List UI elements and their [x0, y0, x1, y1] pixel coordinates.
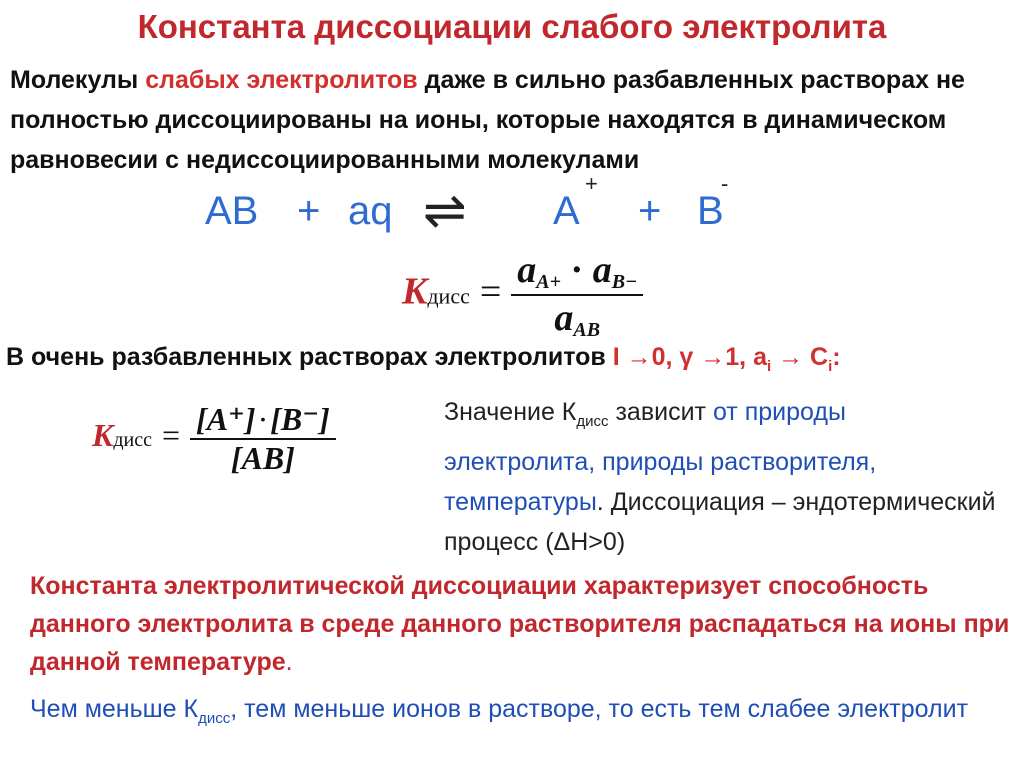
anion-concentration: [B⁻]	[270, 401, 330, 437]
definition-text: Константа электролитической диссоциации характеризует способность данного электролита в среде данного растворителя распадаться на ионы при данной температуре	[30, 572, 1010, 676]
cation-concentration: [A⁺]	[196, 401, 256, 437]
cation-subscript: A+	[536, 271, 562, 293]
fraction-numerator	[511, 248, 643, 294]
dependence-note	[444, 392, 1004, 562]
k-symbol-2: K	[92, 416, 114, 453]
dependence-start: Значение К	[444, 398, 577, 426]
plus-sign: +	[297, 189, 321, 233]
equilibrium-arrow: ⇌	[423, 182, 467, 240]
conclusion-sub: дисс	[198, 710, 231, 727]
activity-a-ab: a	[554, 297, 574, 339]
multiply-dot-2: ·	[257, 401, 269, 437]
limits-end: :	[832, 343, 841, 371]
condition-text: В очень разбавленных растворах электролитов	[6, 343, 613, 371]
concentration-constant-formula	[92, 400, 336, 477]
limits-part-1: I →0, γ →1, a	[612, 343, 767, 371]
fraction-denominator	[548, 296, 606, 342]
anion-charge: -	[721, 171, 729, 196]
intro-highlight: слабых электролитов	[145, 66, 418, 94]
ab-subscript: AB	[573, 319, 601, 341]
ab-concentration: [AB]	[230, 440, 295, 476]
dependence-sub: дисс	[576, 413, 609, 430]
k-subscript-2: дисс	[113, 428, 152, 451]
activity-a-cation: a	[517, 249, 537, 291]
reactant-ab: AB	[205, 189, 259, 233]
anion-b: B	[697, 189, 724, 233]
intro-paragraph	[10, 60, 1010, 180]
activity-a-anion: a	[592, 249, 612, 291]
k-subscript: дисс	[427, 283, 470, 309]
concentration-fraction	[190, 400, 336, 477]
cation-a: A	[553, 189, 580, 233]
dependence-verb: зависит	[608, 398, 713, 426]
dependence-end: . Диссоциация – эндотермический процесс (ΔH>0)	[444, 488, 996, 556]
activity-constant-formula	[402, 248, 643, 342]
conclusion-start: Чем меньше К	[30, 695, 199, 723]
conclusion-end: , тем меньше ионов в растворе, то есть тем слабее электролит	[230, 695, 969, 723]
dependence-factors: от природы электролита, природы растворителя, температуры	[444, 398, 877, 516]
dilute-condition	[6, 343, 841, 375]
intro-prefix: Молекулы	[10, 66, 146, 94]
multiply-dot: ·	[570, 249, 584, 291]
anion-subscript: B−	[611, 271, 638, 293]
equals-sign: =	[479, 270, 502, 313]
slide-title: Константа диссоциации слабого электролита	[137, 8, 887, 45]
intro-rest: даже в сильно разбавленных растворах не полностью диссоциированы на ионы, которые находятся в динамическом равновесии с недиссоциированными молекулами	[10, 66, 965, 174]
equals-sign-2: =	[161, 416, 181, 453]
definition-period: .	[285, 648, 293, 676]
conclusion-note	[30, 690, 1010, 738]
plus-sign-2: +	[638, 189, 662, 233]
constant-definition	[30, 567, 1010, 681]
solvent-aq: aq	[348, 189, 393, 233]
limits-part-2: → C	[771, 343, 829, 371]
limits-sub-2: i	[828, 358, 833, 375]
condition-limits	[612, 343, 841, 375]
cation-charge: +	[585, 171, 598, 196]
k-symbol: K	[402, 270, 428, 313]
fraction-numerator-2	[190, 400, 336, 438]
activity-fraction	[511, 248, 643, 342]
limits-sub-1: i	[766, 358, 772, 375]
